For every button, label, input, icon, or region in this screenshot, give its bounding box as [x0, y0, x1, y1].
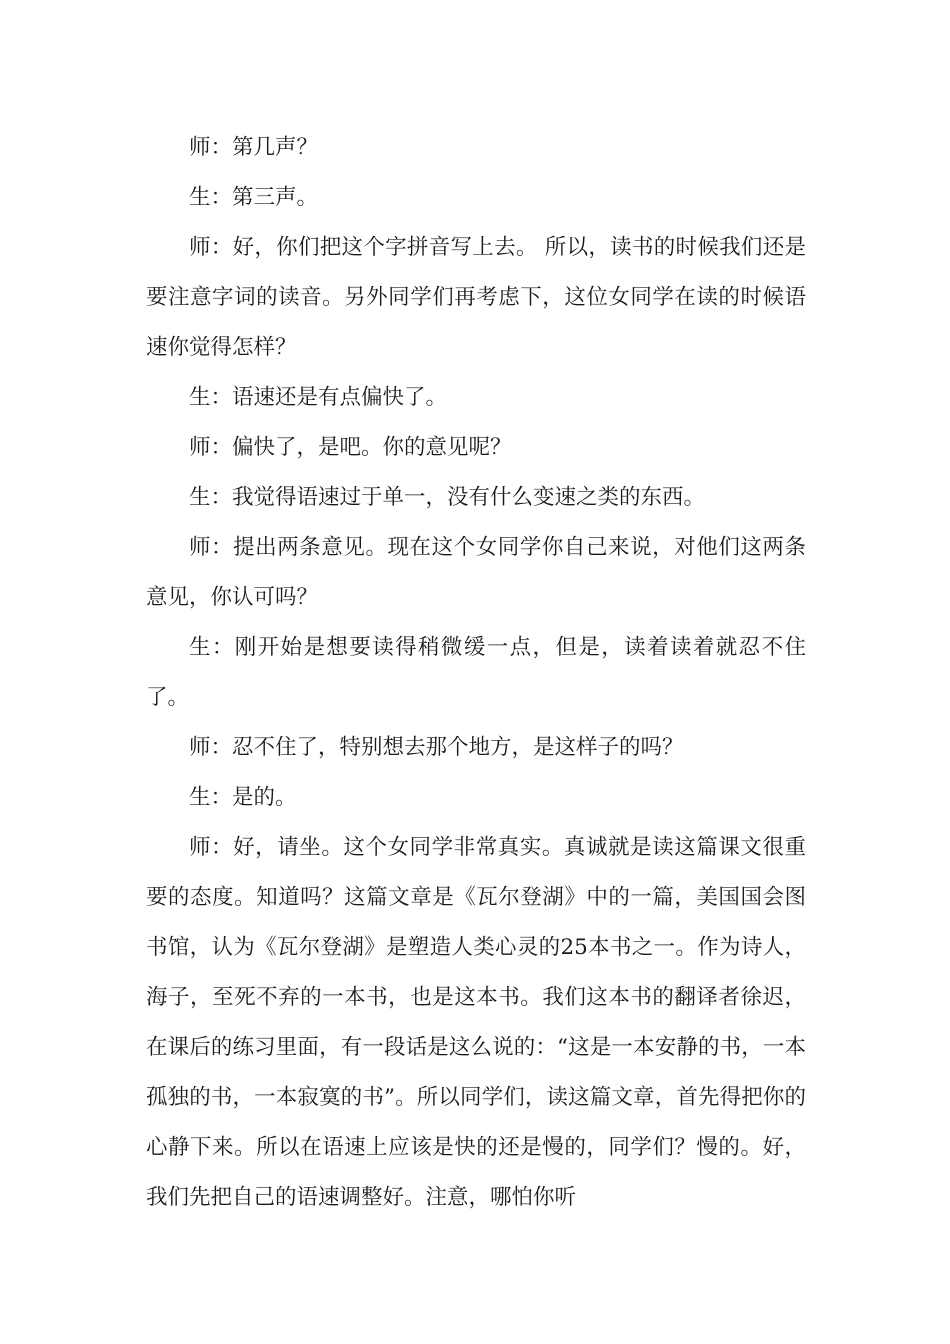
dialogue-paragraph: 师：好，请坐。这个女同学非常真实。真诚就是读这篇课文很重要的态度。知道吗？这篇文章是《瓦尔登湖》中的一篇，美国国会图书馆，认为《瓦尔登湖》是塑造人类心灵的25本书之一。作为诗人，海子，至死不弃的一本书，也是这本书。我们这本书的翻译者徐迟，在课后的练习里面，有一段话是这么说的：“这是一本安静的书，一本孤独的书，一本寂寞的书”。所以同学们，读这篇文章，首先得把你的心静下来。所以在语速上应该是快的还是慢的，同学们？慢的。好，我们先把自己的语速调整好。注意，哪怕你听 — [146, 835, 806, 1210]
document-body — [146, 123, 806, 1223]
dialogue-paragraph: 师：忍不住了，特别想去那个地方，是这样子的吗？ — [189, 735, 684, 760]
dialogue-paragraph: 生：刚开始是想要读得稍微缓一点，但是，读着读着就忍不住了。 — [146, 635, 806, 710]
dialogue-paragraph: 师：好，你们把这个字拼音写上去。 所以，读书的时候我们还是要注意字词的读音。另外同学们再考虑下，这位女同学在读的时候语速你觉得怎样？ — [146, 235, 806, 360]
dialogue-paragraph: 生：是的。 — [189, 785, 297, 810]
dialogue-paragraph: 生：语速还是有点偏快了。 — [189, 385, 448, 410]
dialogue-paragraph: 生：我觉得语速过于单一，没有什么变速之类的东西。 — [189, 485, 706, 510]
dialogue-paragraph: 师：偏快了，是吧。你的意见呢？ — [189, 435, 512, 460]
dialogue-paragraph: 师：提出两条意见。现在这个女同学你自己来说，对他们这两条意见，你认可吗？ — [146, 535, 806, 610]
dialogue-paragraph: 师：第几声？ — [189, 135, 319, 160]
dialogue-paragraph: 生：第三声。 — [189, 185, 319, 210]
